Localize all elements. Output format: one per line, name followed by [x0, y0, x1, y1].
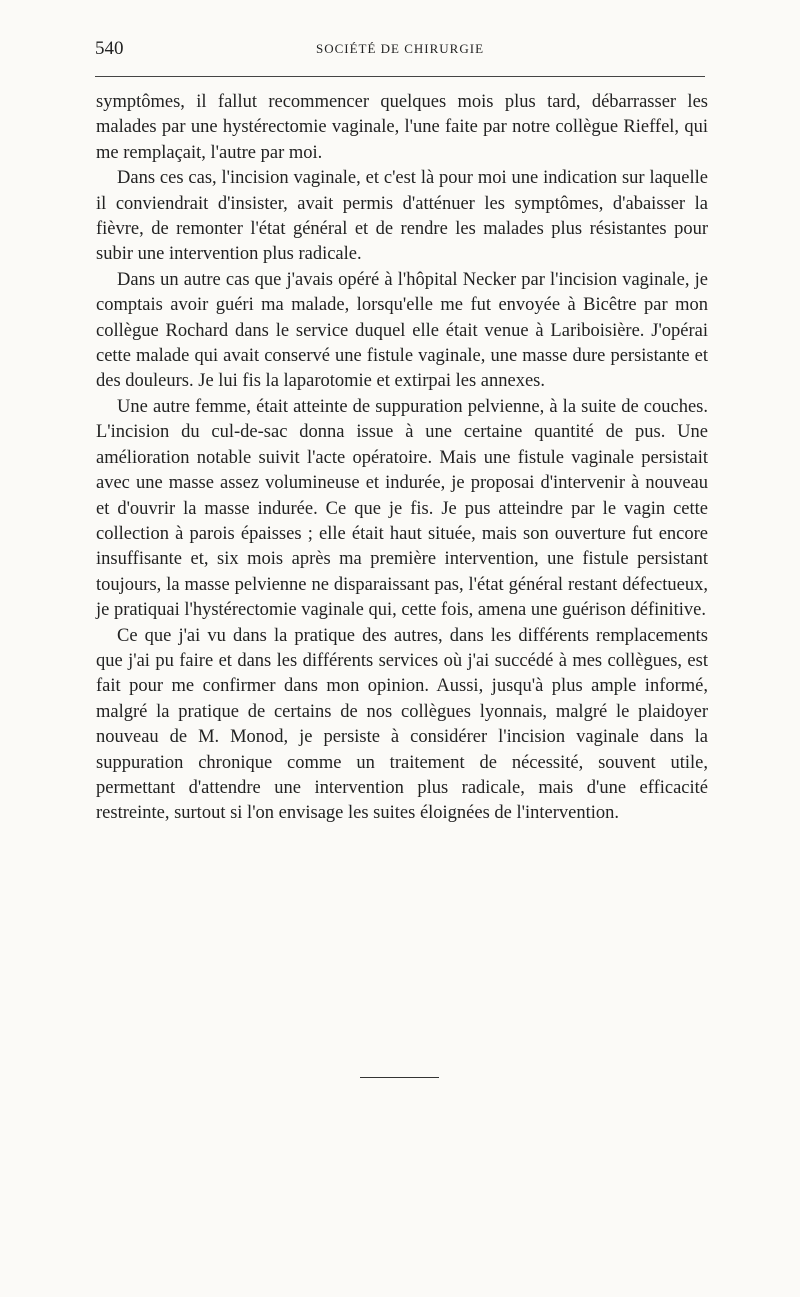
header-rule — [95, 76, 705, 77]
paragraph: Ce que j'ai vu dans la pratique des autres, dans les différents remplacements que j'ai pu faire et dans les différents services où j'ai succédé à mes collègues, est fait pour me confirmer dans mon opinion. Aussi, jusqu'à plus ample informé, malgré la pratique de certains de nos collègues lyonnais, malgré le plaidoyer nouveau de M. Monod, je persiste à considérer l'incision vaginale dans la suppuration chronique comme un traitement de nécessité, souvent utile, permettant d'attendre une intervention plus radicale, mais d'une efficacité restreinte, surtout si l'on envisage les suites éloignées de l'intervention. — [96, 625, 708, 824]
body-text — [96, 90, 708, 827]
running-head: SOCIÉTÉ DE CHIRURGIE — [315, 41, 485, 56]
paragraph: Une autre femme, était atteinte de suppuration pelvienne, à la suite de couches. L'incision du cul-de-sac donna issue à une certaine quantité de pus. Une amélioration notable suivit l'acte opératoire. Mais une fistule vaginale persistait avec une masse assez volumineuse et indurée, je proposai d'intervenir à nouveau et d'ouvrir la masse indurée. Ce que je fis. Je pus atteindre par le vagin cette collection à parois épaisses ; elle était haut située, mais son ouverture fut encore insuffisante et, six mois après ma première intervention, une fistule persistant toujours, la masse pelvienne ne disparaissant pas, l'état général restant défectueux, je pratiquai l'hystérectomie vaginale qui, cette fois, amena une guérison définitive. — [96, 396, 708, 621]
paragraph: Dans un autre cas que j'avais opéré à l'hôpital Necker par l'incision vaginale, je comptais avoir guéri ma malade, lorsqu'elle me fut envoyée à Bicêtre par mon collègue Rochard dans le service duquel elle était venue à Lariboisière. J'opérai cette malade qui avait conservé une fistule vaginale, une masse dure persistante et des douleurs. Je lui fis la laparotomie et extirpai les annexes. — [96, 269, 708, 392]
paragraph-continued: symptômes, il fallut recommencer quelques mois plus tard, débarrasser les malades par une hystérectomie vaginale, l'une faite par notre collègue Rieffel, qui me remplaçait, l'autre par moi. — [96, 92, 708, 163]
page-header — [95, 38, 705, 60]
paragraph: Dans ces cas, l'incision vaginale, et c'est là pour moi une indication sur laquelle il conviendrait d'insister, avait permis d'atténuer les symptômes, d'abaisser la fièvre, de remonter l'état général et de rendre les malades plus résistantes pour subir une intervention plus radicale. — [96, 168, 708, 265]
page-number: 540 — [95, 38, 124, 59]
closing-rule — [360, 1077, 439, 1078]
